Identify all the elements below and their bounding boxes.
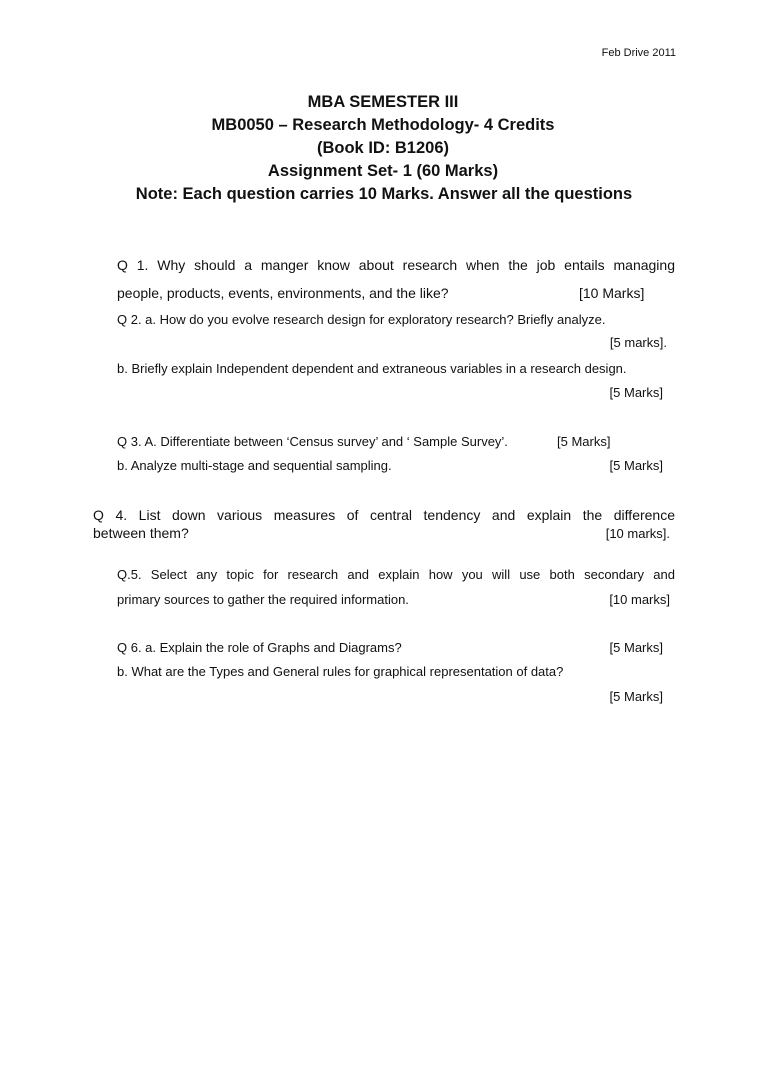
course-title: MB0050 – Research Methodology- 4 Credits bbox=[211, 116, 555, 134]
book-id: (Book ID: B1206) bbox=[316, 139, 450, 157]
q6b-text: b. What are the Types and General rules for graphical representation of data? bbox=[117, 664, 564, 679]
assignment-set: Assignment Set- 1 (60 Marks) bbox=[267, 162, 499, 180]
instructions-note: Note: Each question carries 10 Marks. Answer all the questions bbox=[135, 185, 633, 203]
q1-text-line1: Q 1. Why should a manger know about research when the job entails managing bbox=[117, 257, 675, 273]
q3b-text: b. Analyze multi-stage and sequential sampling. bbox=[117, 458, 392, 473]
q4-text-line1: Q 4. List down various measures of central tendency and explain the difference bbox=[93, 507, 675, 523]
title-block bbox=[0, 91, 768, 206]
q6b-marks: [5 Marks] bbox=[609, 689, 663, 704]
q2a-marks: [5 marks]. bbox=[609, 335, 667, 350]
q5-text-line2: primary sources to gather the required information. bbox=[117, 592, 409, 607]
q3a-text: Q 3. A. Differentiate between ‘Census survey’ and ‘ Sample Survey’. bbox=[117, 434, 508, 449]
q1-text-line2: people, products, events, environments, and the like? bbox=[117, 285, 449, 301]
q3b-marks: [5 Marks] bbox=[609, 458, 663, 473]
q5-text-line1: Q.5. Select any topic for research and explain how you will use both secondary and bbox=[117, 567, 675, 582]
drive-label: Feb Drive 2011 bbox=[601, 47, 676, 59]
q4-marks: [10 marks]. bbox=[605, 526, 670, 541]
q5-marks: [10 marks] bbox=[609, 592, 670, 607]
q4-text-line2: between them? bbox=[93, 525, 189, 541]
q6a-text: Q 6. a. Explain the role of Graphs and Diagrams? bbox=[117, 640, 402, 655]
q3a-marks: [5 Marks] bbox=[557, 434, 611, 449]
semester-title: MBA SEMESTER III bbox=[307, 93, 459, 111]
q2b-marks: [5 Marks] bbox=[609, 385, 663, 400]
q6a-marks: [5 Marks] bbox=[609, 640, 663, 655]
q2a-text: Q 2. a. How do you evolve research design for exploratory research? Briefly analyze. bbox=[117, 312, 606, 327]
q2b-text: b. Briefly explain Independent dependent and extraneous variables in a research design. bbox=[117, 361, 627, 376]
q1-marks: [10 Marks] bbox=[579, 285, 645, 301]
